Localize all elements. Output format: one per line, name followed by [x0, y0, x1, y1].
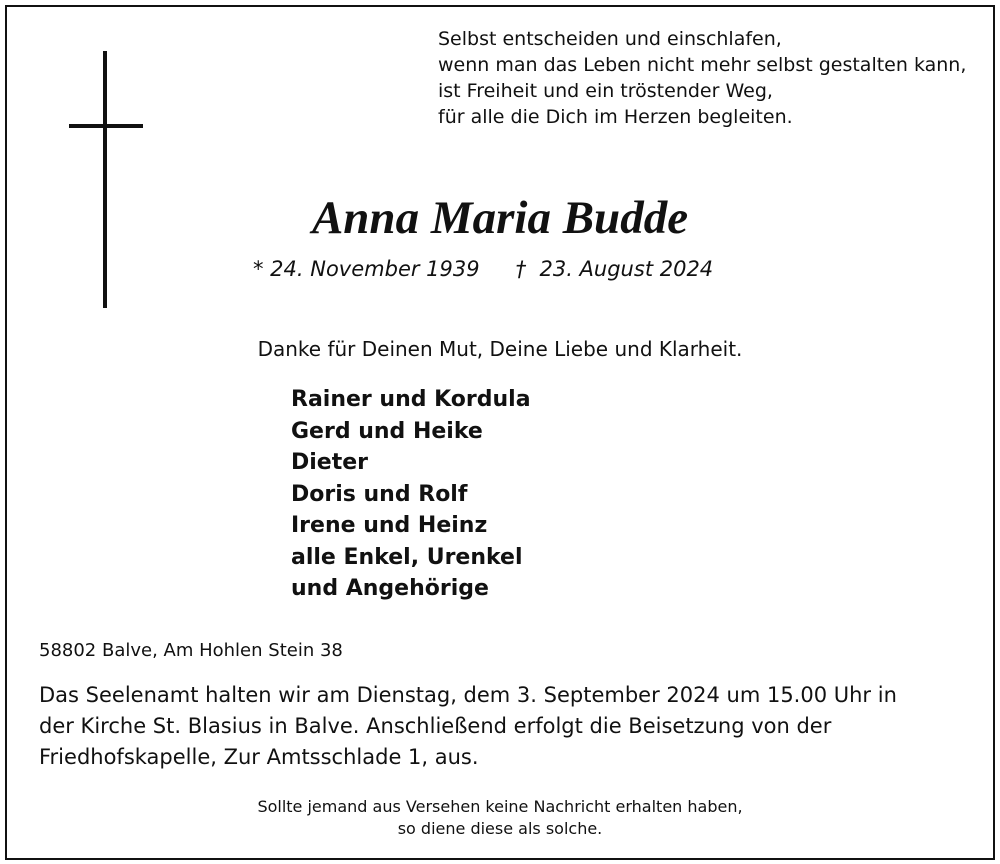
- life-dates: [253, 254, 713, 284]
- footer-note: [0, 796, 1000, 840]
- mourner-item: Gerd und Heike: [291, 418, 483, 444]
- service-line: Friedhofskapelle, Zur Amtsschlade 1, aus.: [39, 745, 479, 769]
- poem-line: Selbst entscheiden und einschlafen,: [438, 28, 782, 50]
- poem-line: ist Freiheit und ein tröstender Weg,: [438, 80, 773, 102]
- poem-line: für alle die Dich im Herzen begleiten.: [438, 106, 793, 128]
- footer-line: Sollte jemand aus Versehen keine Nachricht erhalten haben,: [257, 797, 743, 816]
- mourner-item: und Angehörige: [291, 576, 489, 601]
- deceased-name: Anna Maria Budde: [311, 192, 689, 244]
- mourner-item: Irene und Heinz: [291, 513, 488, 538]
- address: 58802 Balve, Am Hohlen Stein 38: [39, 640, 343, 661]
- service-line: der Kirche St. Blasius in Balve. Anschließend erfolgt die Beisetzung von der: [39, 714, 832, 738]
- cross-icon: [103, 51, 107, 308]
- cross-icon-bar: [69, 124, 143, 128]
- mourners-list: [291, 384, 531, 605]
- service-notice: [39, 680, 959, 773]
- poem-line: wenn man das Leben nicht mehr selbst gestalten kann,: [438, 54, 967, 76]
- footer-line: so diene diese als solche.: [397, 819, 603, 838]
- service-line: Das Seelenamt halten wir am Dienstag, dem 3. September 2024 um 15.00 Uhr in: [39, 683, 897, 707]
- death-date: 23. August 2024: [539, 257, 714, 281]
- mourner-item: Doris und Rolf: [291, 481, 468, 507]
- birth-date: * 24. November 1939: [253, 257, 480, 281]
- mourner-item: Rainer und Kordula: [291, 387, 531, 412]
- mourner-item: Dieter: [291, 450, 369, 475]
- death-symbol: †: [515, 257, 527, 281]
- mourner-item: alle Enkel, Urenkel: [291, 544, 523, 570]
- thanks-line: Danke für Deinen Mut, Deine Liebe und Klarheit.: [257, 337, 743, 361]
- poem: [438, 26, 978, 130]
